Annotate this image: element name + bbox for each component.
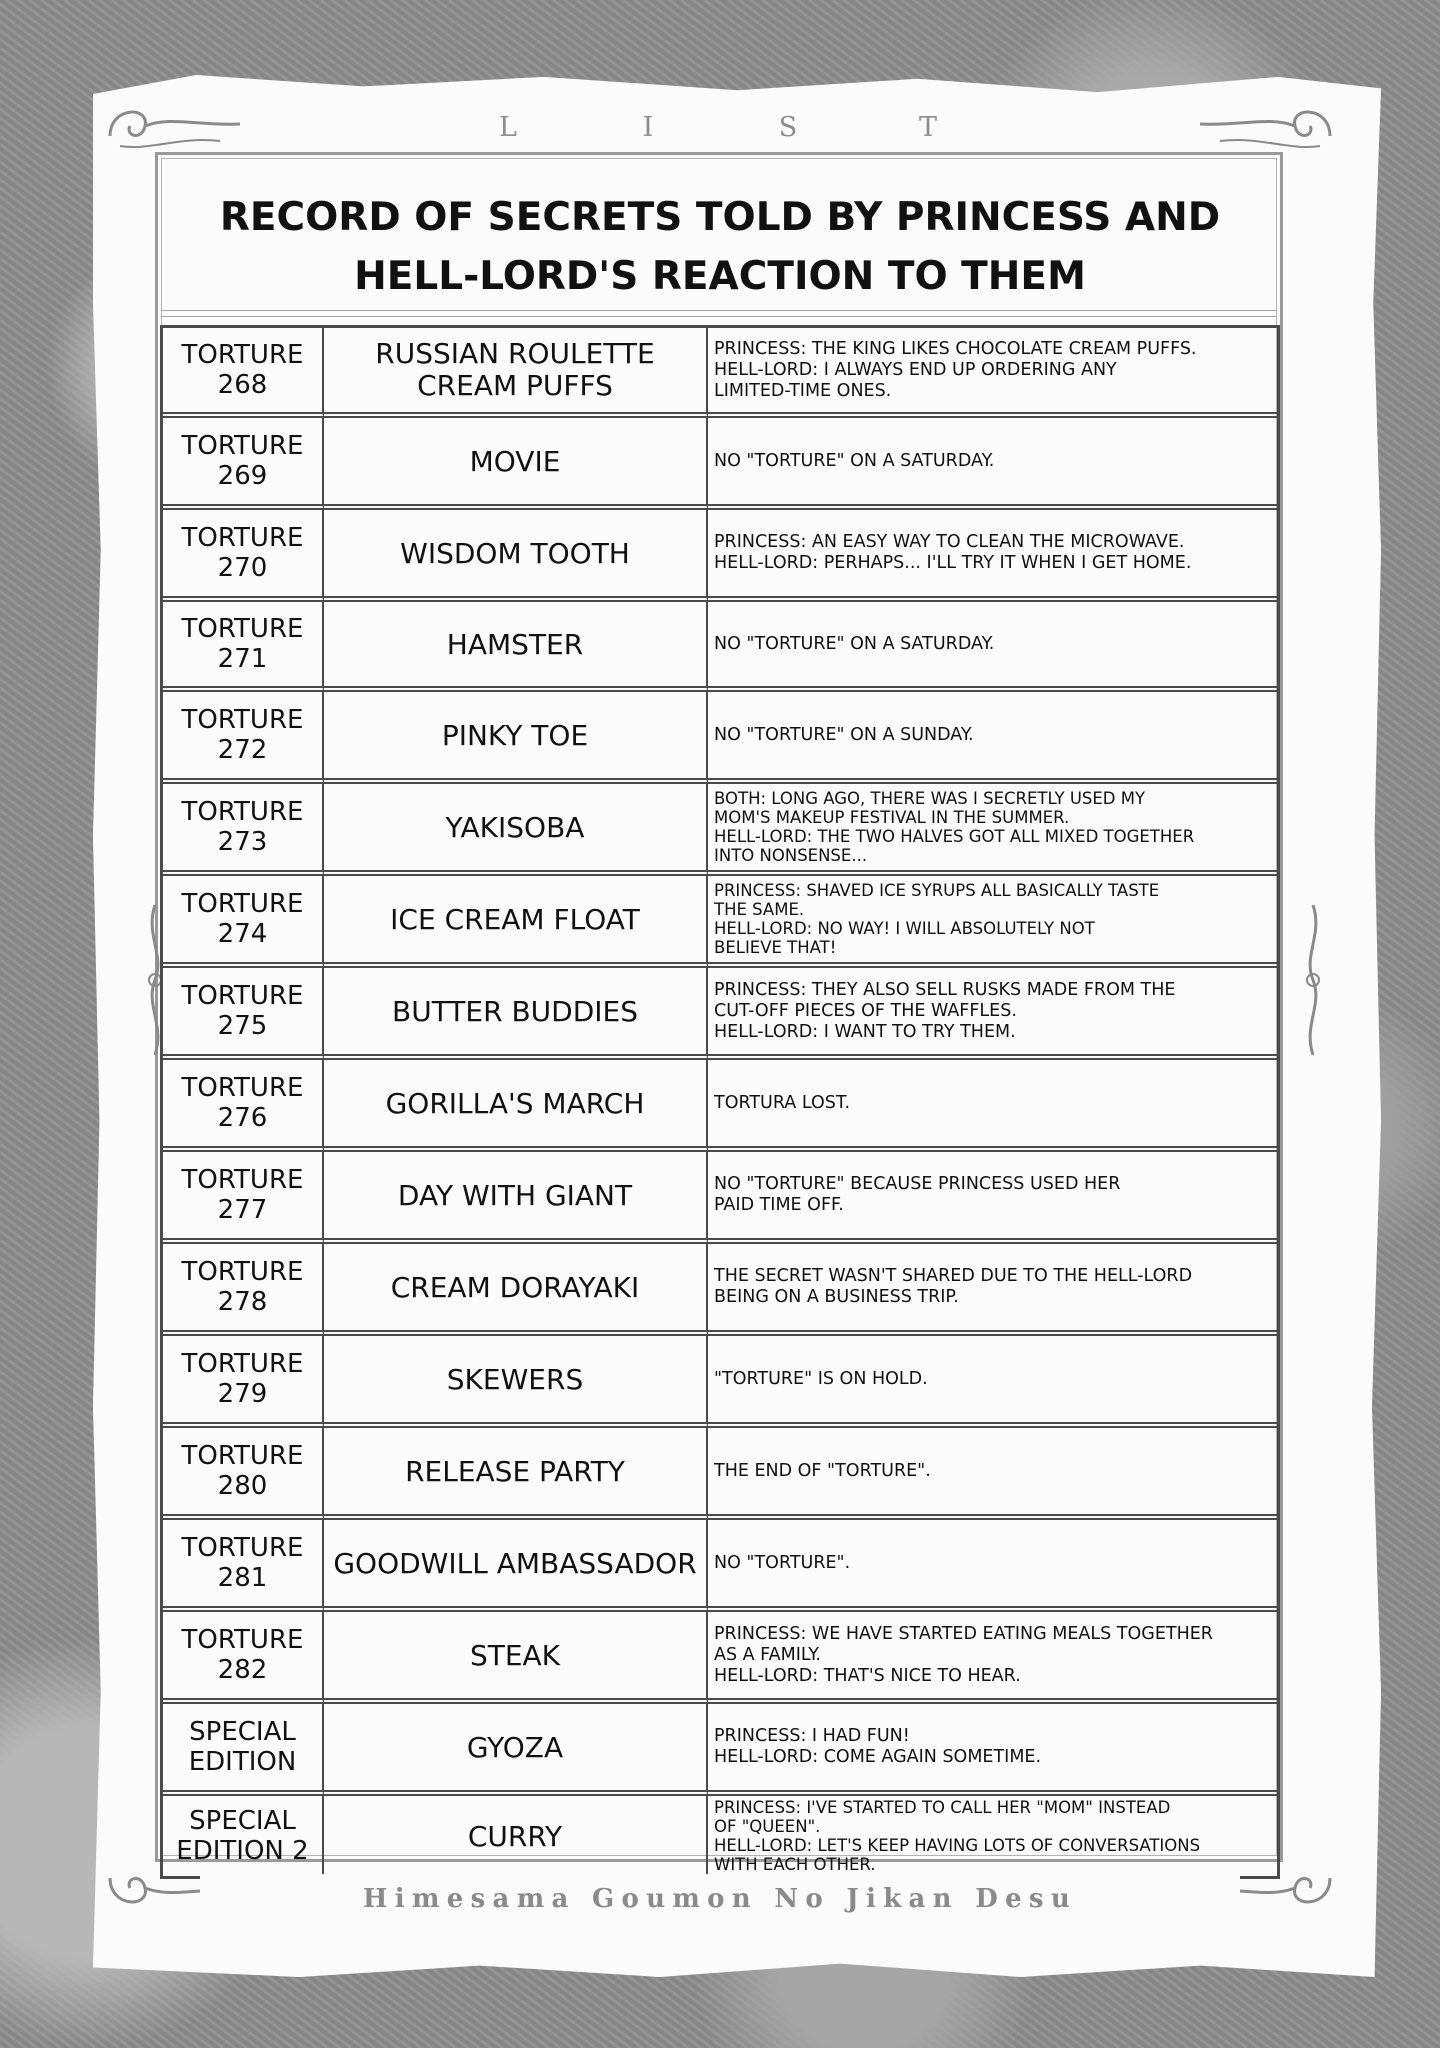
secret-line: NO "TORTURE". [714, 1552, 851, 1573]
chapter-title: BUTTER BUDDIES [391, 994, 638, 1028]
secret-cell [708, 1428, 1277, 1520]
chapter-cell [163, 968, 324, 1060]
chapter-label: 280 [217, 1471, 268, 1501]
table-row [163, 1060, 1277, 1152]
series-title: Himesama Goumon No Jikan Desu [200, 1874, 1240, 1924]
table-row [163, 510, 1277, 602]
chapter-title: ICE CREAM FLOAT [390, 902, 640, 936]
secret-line: NO "TORTURE" ON A SATURDAY. [714, 633, 995, 654]
chapter-title: GOODWILL AMBASSADOR [333, 1546, 697, 1580]
chapter-cell [163, 602, 324, 692]
table-row [163, 602, 1277, 692]
secret-line: PRINCESS: I HAD FUN! [714, 1726, 910, 1746]
chapter-title: WISDOM TOOTH [400, 536, 630, 570]
chapter-label: TORTURE [181, 1257, 304, 1287]
secret-line: CUT-OFF PIECES OF THE WAFFLES. [714, 1000, 1017, 1021]
chapter-label: 281 [217, 1563, 268, 1593]
chapter-title: CREAM PUFFS [417, 369, 613, 402]
chapter-cell [163, 1152, 324, 1244]
chapter-label: 271 [217, 644, 268, 674]
chapter-label: 268 [217, 370, 268, 400]
chapter-label: TORTURE [181, 431, 304, 461]
chapter-label: 269 [217, 461, 268, 491]
secrets-table [160, 325, 1280, 1879]
secrets-table-body [163, 328, 1277, 1876]
secret-cell [708, 784, 1277, 876]
chapter-cell [163, 1796, 324, 1876]
secret-cell [708, 1704, 1277, 1796]
secret-line: HELL-LORD: LET'S KEEP HAVING LOTS OF CONVERSATIONS [714, 1836, 1201, 1855]
secret-cell [708, 602, 1277, 692]
secret-line: HELL-LORD: THE TWO HALVES GOT ALL MIXED TOGETHER [714, 827, 1195, 846]
page-title-line: HELL-LORD'S REACTION TO THEM [354, 254, 1086, 299]
secret-line: PRINCESS: THE KING LIKES CHOCOLATE CREAM PUFFS. [714, 338, 1197, 359]
secret-line: "TORTURE" IS ON HOLD. [714, 1368, 928, 1389]
chapter-title-cell [324, 418, 708, 510]
chapter-cell [163, 1060, 324, 1152]
chapter-label: TORTURE [181, 523, 304, 553]
divider [161, 316, 1277, 317]
table-row [163, 1336, 1277, 1428]
chapter-label: 276 [217, 1103, 268, 1133]
secret-line: PAID TIME OFF. [714, 1195, 844, 1215]
chapter-cell [163, 692, 324, 784]
secret-cell [708, 1336, 1277, 1428]
divider [161, 310, 1277, 311]
chapter-title-cell [324, 510, 708, 602]
secret-cell [708, 1152, 1277, 1244]
secret-line: INTO NONSENSE... [714, 846, 868, 865]
list-letter: L [499, 111, 521, 143]
secret-line: NO "TORTURE" BECAUSE PRINCESS USED HER [714, 1174, 1121, 1194]
chapter-title: CURRY [467, 1819, 563, 1853]
secret-line: LIMITED-TIME ONES. [714, 380, 892, 401]
secret-line: BELIEVE THAT! [714, 938, 837, 957]
secret-cell [708, 328, 1277, 418]
secret-cell [708, 876, 1277, 968]
table-row [163, 1612, 1277, 1704]
chapter-title: GYOZA [466, 1730, 564, 1764]
chapter-title-cell [324, 1428, 708, 1520]
chapter-label: EDITION 2 [176, 1836, 309, 1866]
chapter-cell [163, 1336, 324, 1428]
chapter-label: TORTURE [181, 1441, 304, 1471]
chapter-title-cell [324, 1704, 708, 1796]
chapter-title-cell [324, 1336, 708, 1428]
table-row [163, 1704, 1277, 1796]
chapter-label: TORTURE [181, 340, 304, 370]
secret-line: AS A FAMILY. [714, 1644, 821, 1665]
chapter-title-cell [324, 1612, 708, 1704]
chapter-cell [163, 1428, 324, 1520]
chapter-title-cell [324, 1244, 708, 1336]
chapter-label: SPECIAL [189, 1717, 296, 1747]
chapter-title: DAY WITH GIANT [397, 1178, 633, 1212]
secret-line: PRINCESS: AN EASY WAY TO CLEAN THE MICROWAVE. [714, 532, 1185, 552]
chapter-label: 278 [217, 1287, 268, 1317]
secret-cell [708, 968, 1277, 1060]
chapter-title-cell [324, 602, 708, 692]
table-row [163, 1244, 1277, 1336]
chapter-title: CREAM DORAYAKI [390, 1270, 640, 1304]
secret-cell [708, 692, 1277, 784]
secret-line: TORTURA LOST. [714, 1092, 851, 1113]
chapter-title-cell [324, 784, 708, 876]
chapter-title-cell [324, 1060, 708, 1152]
chapter-label: SPECIAL [189, 1806, 296, 1836]
table-row [163, 784, 1277, 876]
secret-cell [708, 1520, 1277, 1612]
chapter-label: 270 [217, 553, 268, 583]
chapter-label: TORTURE [181, 889, 304, 919]
secret-line: NO "TORTURE" ON A SATURDAY. [714, 450, 995, 471]
table-row [163, 968, 1277, 1060]
chapter-title: RELEASE PARTY [405, 1454, 625, 1488]
chapter-title-cell [324, 968, 708, 1060]
secret-cell [708, 418, 1277, 510]
chapter-cell [163, 1244, 324, 1336]
chapter-title-cell [324, 328, 708, 418]
chapter-label: TORTURE [181, 981, 304, 1011]
secret-line: HELL-LORD: NO WAY! I WILL ABSOLUTELY NOT [714, 919, 1095, 938]
table-row [163, 1152, 1277, 1244]
chapter-title: RUSSIAN ROULETTE [375, 337, 655, 370]
ornament-right [1298, 905, 1328, 1055]
secret-line: NO "TORTURE" ON A SUNDAY. [714, 724, 974, 745]
table-row [163, 328, 1277, 418]
chapter-title-cell [324, 1520, 708, 1612]
chapter-title-cell [324, 1796, 708, 1876]
secret-line: HELL-LORD: I WANT TO TRY THEM. [714, 1021, 1016, 1042]
chapter-label: TORTURE [181, 1349, 304, 1379]
table-row [163, 1796, 1277, 1876]
chapter-title: STEAK [469, 1638, 561, 1672]
chapter-cell [163, 1520, 324, 1612]
page-title-line: RECORD OF SECRETS TOLD BY PRINCESS AND [219, 195, 1221, 240]
list-heading [440, 110, 1000, 144]
secret-line: PRINCESS: THEY ALSO SELL RUSKS MADE FROM THE [714, 979, 1176, 1000]
chapter-cell [163, 1612, 324, 1704]
list-letter: S [778, 111, 802, 143]
chapter-label: EDITION [188, 1747, 297, 1777]
secret-line: BOTH: LONG AGO, THERE WAS I SECRETLY USED MY [714, 789, 1146, 808]
table-row [163, 876, 1277, 968]
chapter-label: 279 [217, 1379, 268, 1409]
chapter-cell [163, 418, 324, 510]
chapter-cell [163, 1704, 324, 1796]
chapter-title: GORILLA'S MARCH [385, 1086, 645, 1120]
secret-line: THE SAME. [714, 900, 805, 919]
secret-line: HELL-LORD: I ALWAYS END UP ORDERING ANY [714, 359, 1117, 380]
chapter-label: TORTURE [181, 1073, 304, 1103]
chapter-label: TORTURE [181, 797, 304, 827]
chapter-title: HAMSTER [446, 627, 584, 661]
chapter-title-cell [324, 692, 708, 784]
chapter-cell [163, 784, 324, 876]
list-letter: I [642, 111, 658, 143]
ornament-top-left [100, 96, 250, 156]
chapter-cell [163, 876, 324, 968]
secret-cell [708, 1060, 1277, 1152]
secret-cell [708, 1244, 1277, 1336]
table-row [163, 692, 1277, 784]
chapter-label: 273 [217, 827, 268, 857]
secret-line: THE SECRET WASN'T SHARED DUE TO THE HELL-LORD [714, 1266, 1193, 1286]
secret-line: HELL-LORD: THAT'S NICE TO HEAR. [714, 1665, 1021, 1686]
chapter-title: PINKY TOE [441, 718, 589, 752]
secret-line: PRINCESS: I'VE STARTED TO CALL HER "MOM" INSTEAD [714, 1798, 1171, 1817]
chapter-label: 277 [217, 1195, 268, 1225]
secret-cell [708, 1796, 1277, 1876]
secret-line: PRINCESS: WE HAVE STARTED EATING MEALS TOGETHER [714, 1623, 1213, 1644]
secret-line: OF "QUEEN". [714, 1817, 821, 1836]
secret-cell [708, 1612, 1277, 1704]
table-row [163, 1520, 1277, 1612]
chapter-label: TORTURE [181, 614, 304, 644]
chapter-cell [163, 328, 324, 418]
table-row [163, 418, 1277, 510]
chapter-title: SKEWERS [446, 1362, 584, 1396]
chapter-label: 272 [217, 735, 268, 765]
chapter-label: 274 [217, 919, 268, 949]
chapter-title-cell [324, 1152, 708, 1244]
secret-line: HELL-LORD: PERHAPS... I'LL TRY IT WHEN I GET HOME. [714, 553, 1192, 573]
secret-line: HELL-LORD: COME AGAIN SOMETIME. [714, 1747, 1042, 1767]
chapter-cell [163, 510, 324, 602]
chapter-label: TORTURE [181, 1165, 304, 1195]
chapter-title: YAKISOBA [445, 810, 585, 844]
ornament-top-right [1190, 96, 1340, 156]
chapter-title-cell [324, 876, 708, 968]
chapter-label: TORTURE [181, 1533, 304, 1563]
secret-line: THE END OF "TORTURE". [714, 1460, 931, 1481]
page-title [200, 188, 1240, 298]
secret-cell [708, 510, 1277, 602]
secret-line: PRINCESS: SHAVED ICE SYRUPS ALL BASICALLY TASTE [714, 881, 1160, 900]
list-letter: T [918, 111, 941, 143]
secret-line: BEING ON A BUSINESS TRIP. [714, 1287, 959, 1307]
secret-line: WITH EACH OTHER. [714, 1855, 876, 1874]
chapter-label: TORTURE [181, 1625, 304, 1655]
chapter-label: TORTURE [181, 705, 304, 735]
chapter-title: MOVIE [469, 444, 561, 478]
chapter-label: 275 [217, 1011, 268, 1041]
table-row [163, 1428, 1277, 1520]
chapter-label: 282 [217, 1655, 268, 1685]
secret-line: MOM'S MAKEUP FESTIVAL IN THE SUMMER. [714, 808, 1070, 827]
